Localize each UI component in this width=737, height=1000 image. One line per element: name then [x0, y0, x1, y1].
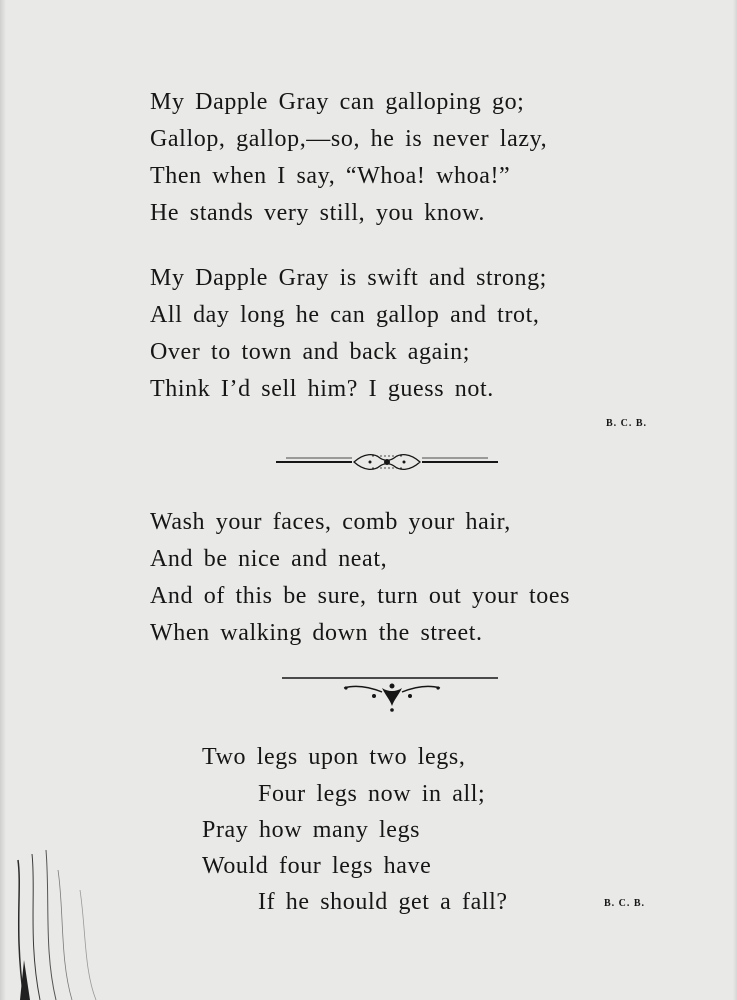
poem-line: Over to town and back again; [150, 339, 471, 365]
poem-line: All day long he can gallop and trot, [150, 302, 540, 328]
poem-line: When walking down the street. [150, 620, 483, 646]
poem-line: Four legs now in all; [258, 781, 486, 807]
author-signature: B. C. B. [604, 898, 646, 909]
poem-line: My Dapple Gray can galloping go; [150, 89, 525, 115]
poem-line: Wash your faces, comb your hair, [150, 509, 511, 535]
poem-line: Two legs upon two legs, [202, 744, 466, 770]
author-signature: B. C. B. [606, 418, 648, 429]
poem-line: He stands very still, you know. [150, 200, 486, 226]
ornamental-rule-icon [276, 450, 498, 474]
page-right-edge [733, 0, 737, 1000]
poem-line: Would four legs have [202, 853, 432, 879]
poem-line: And be nice and neat, [150, 546, 388, 572]
poem-line: If he should get a fall? [258, 889, 508, 915]
poem-line: Then when I say, “Whoa! whoa!” [150, 163, 511, 189]
poem-line: Think I’d sell him? I guess not. [150, 376, 494, 402]
poem-line: Pray how many legs [202, 817, 421, 843]
poem-line: Gallop, gallop,—so, he is never lazy, [150, 126, 548, 152]
ornamental-flourish-icon [282, 674, 502, 714]
poem-line: And of this be sure, turn out your toes [150, 583, 571, 609]
paper-stain-icon [0, 850, 120, 1000]
poem-line: My Dapple Gray is swift and strong; [150, 265, 547, 291]
